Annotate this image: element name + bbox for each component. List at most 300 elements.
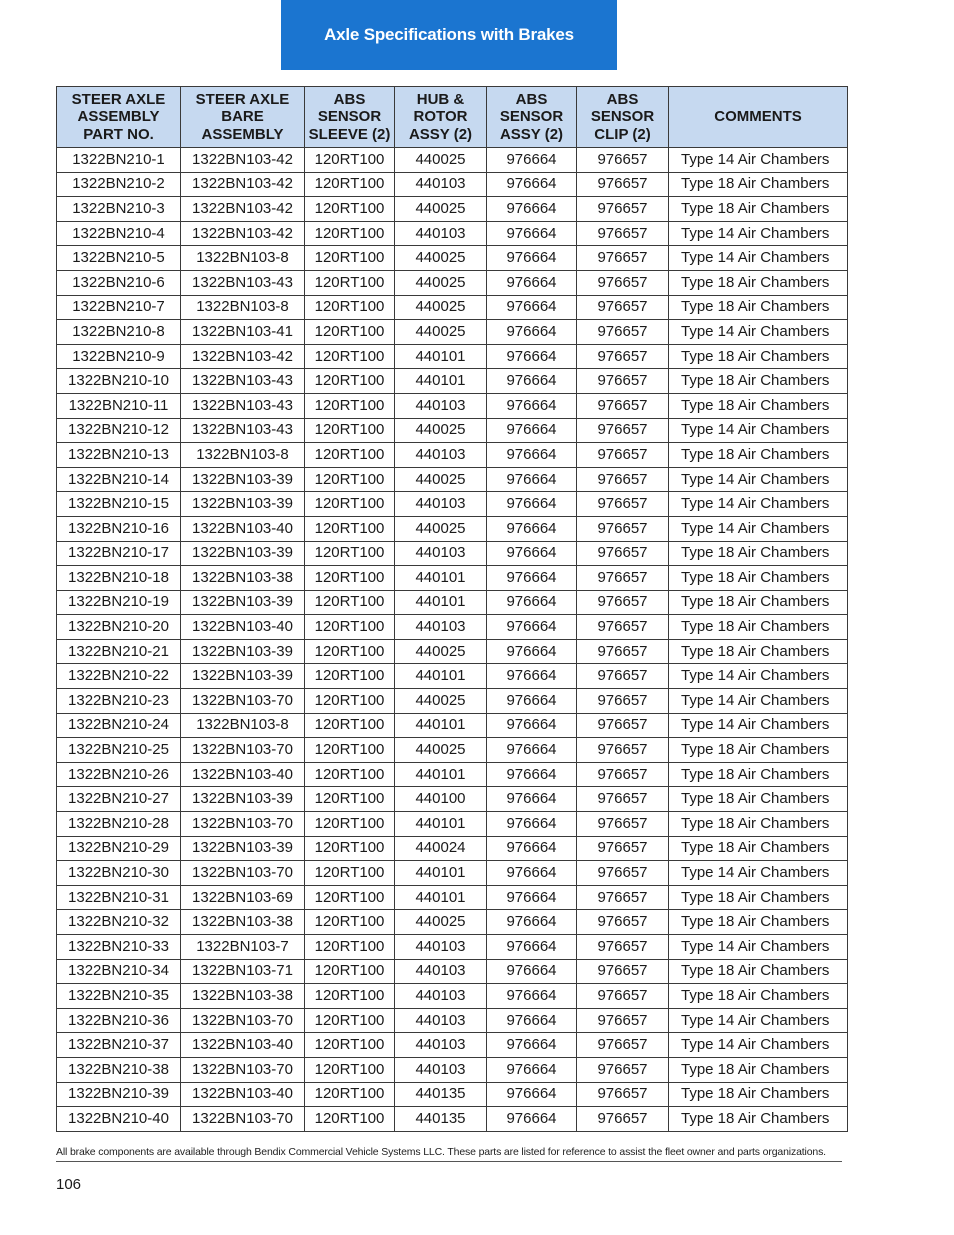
cell-sensor-clip: 976657 [577, 689, 669, 714]
cell-comments: Type 18 Air Chambers [669, 369, 848, 394]
cell-comments: Type 18 Air Chambers [669, 639, 848, 664]
cell-part-no: 1322BN210-36 [57, 1008, 181, 1033]
cell-comments: Type 18 Air Chambers [669, 885, 848, 910]
cell-sensor-assy: 976664 [487, 812, 577, 837]
cell-sensor-sleeve: 120RT100 [305, 787, 395, 812]
cell-comments: Type 18 Air Chambers [669, 615, 848, 640]
cell-sensor-sleeve: 120RT100 [305, 836, 395, 861]
cell-sensor-clip: 976657 [577, 566, 669, 591]
section-title: Axle Specifications with Brakes [324, 25, 574, 44]
cell-hub-rotor: 440025 [395, 197, 487, 222]
table-row [57, 984, 848, 1009]
cell-bare-assembly: 1322BN103-8 [181, 443, 305, 468]
cell-sensor-assy: 976664 [487, 787, 577, 812]
cell-sensor-sleeve: 120RT100 [305, 664, 395, 689]
cell-sensor-sleeve: 120RT100 [305, 762, 395, 787]
cell-hub-rotor: 440025 [395, 639, 487, 664]
cell-comments: Type 18 Air Chambers [669, 738, 848, 763]
cell-hub-rotor: 440024 [395, 836, 487, 861]
cell-comments: Type 14 Air Chambers [669, 713, 848, 738]
cell-sensor-assy: 976664 [487, 148, 577, 173]
cell-hub-rotor: 440103 [395, 541, 487, 566]
table-row [57, 762, 848, 787]
header-bare-assembly: STEER AXLE BARE ASSEMBLY [181, 87, 305, 148]
header-comments: COMMENTS [669, 87, 848, 148]
cell-part-no: 1322BN210-4 [57, 221, 181, 246]
cell-comments: Type 14 Air Chambers [669, 418, 848, 443]
cell-comments: Type 18 Air Chambers [669, 812, 848, 837]
table-row [57, 615, 848, 640]
cell-sensor-clip: 976657 [577, 418, 669, 443]
cell-bare-assembly: 1322BN103-39 [181, 492, 305, 517]
table-row [57, 148, 848, 173]
cell-comments: Type 18 Air Chambers [669, 344, 848, 369]
cell-comments: Type 14 Air Chambers [669, 492, 848, 517]
cell-hub-rotor: 440101 [395, 369, 487, 394]
cell-bare-assembly: 1322BN103-39 [181, 664, 305, 689]
cell-sensor-assy: 976664 [487, 1057, 577, 1082]
cell-part-no: 1322BN210-38 [57, 1057, 181, 1082]
cell-bare-assembly: 1322BN103-40 [181, 516, 305, 541]
cell-part-no: 1322BN210-7 [57, 295, 181, 320]
cell-sensor-assy: 976664 [487, 836, 577, 861]
cell-sensor-clip: 976657 [577, 762, 669, 787]
cell-sensor-sleeve: 120RT100 [305, 713, 395, 738]
cell-hub-rotor: 440101 [395, 664, 487, 689]
cell-comments: Type 18 Air Chambers [669, 984, 848, 1009]
cell-sensor-clip: 976657 [577, 787, 669, 812]
cell-bare-assembly: 1322BN103-38 [181, 984, 305, 1009]
cell-part-no: 1322BN210-20 [57, 615, 181, 640]
table-row [57, 221, 848, 246]
cell-part-no: 1322BN210-35 [57, 984, 181, 1009]
table-row [57, 393, 848, 418]
cell-hub-rotor: 440025 [395, 689, 487, 714]
table-row [57, 492, 848, 517]
table-row [57, 1082, 848, 1107]
cell-sensor-assy: 976664 [487, 959, 577, 984]
cell-sensor-clip: 976657 [577, 197, 669, 222]
cell-sensor-clip: 976657 [577, 959, 669, 984]
cell-comments: Type 18 Air Chambers [669, 1057, 848, 1082]
header-abs-sensor-clip: ABS SENSOR CLIP (2) [577, 87, 669, 148]
cell-hub-rotor: 440101 [395, 590, 487, 615]
cell-part-no: 1322BN210-5 [57, 246, 181, 271]
cell-sensor-sleeve: 120RT100 [305, 418, 395, 443]
cell-bare-assembly: 1322BN103-42 [181, 197, 305, 222]
cell-sensor-clip: 976657 [577, 910, 669, 935]
cell-part-no: 1322BN210-22 [57, 664, 181, 689]
cell-bare-assembly: 1322BN103-43 [181, 270, 305, 295]
cell-sensor-assy: 976664 [487, 492, 577, 517]
cell-hub-rotor: 440025 [395, 910, 487, 935]
cell-hub-rotor: 440103 [395, 984, 487, 1009]
cell-hub-rotor: 440103 [395, 1057, 487, 1082]
cell-sensor-sleeve: 120RT100 [305, 615, 395, 640]
table-row [57, 787, 848, 812]
cell-hub-rotor: 440025 [395, 738, 487, 763]
cell-comments: Type 18 Air Chambers [669, 836, 848, 861]
table-row [57, 1033, 848, 1058]
table-row [57, 418, 848, 443]
header-steer-axle-part-no: STEER AXLE ASSEMBLY PART NO. [57, 87, 181, 148]
cell-sensor-clip: 976657 [577, 615, 669, 640]
cell-sensor-clip: 976657 [577, 393, 669, 418]
cell-sensor-assy: 976664 [487, 885, 577, 910]
cell-sensor-assy: 976664 [487, 713, 577, 738]
cell-sensor-sleeve: 120RT100 [305, 320, 395, 345]
table-row [57, 639, 848, 664]
cell-sensor-clip: 976657 [577, 836, 669, 861]
cell-bare-assembly: 1322BN103-40 [181, 1082, 305, 1107]
cell-sensor-clip: 976657 [577, 148, 669, 173]
cell-comments: Type 14 Air Chambers [669, 1008, 848, 1033]
cell-hub-rotor: 440100 [395, 787, 487, 812]
axle-spec-table [56, 86, 848, 1132]
cell-sensor-sleeve: 120RT100 [305, 1082, 395, 1107]
cell-part-no: 1322BN210-31 [57, 885, 181, 910]
table-row [57, 566, 848, 591]
cell-sensor-assy: 976664 [487, 246, 577, 271]
cell-part-no: 1322BN210-32 [57, 910, 181, 935]
cell-hub-rotor: 440101 [395, 812, 487, 837]
cell-part-no: 1322BN210-27 [57, 787, 181, 812]
cell-bare-assembly: 1322BN103-42 [181, 172, 305, 197]
cell-sensor-sleeve: 120RT100 [305, 1008, 395, 1033]
cell-sensor-assy: 976664 [487, 443, 577, 468]
cell-sensor-sleeve: 120RT100 [305, 270, 395, 295]
cell-bare-assembly: 1322BN103-39 [181, 467, 305, 492]
table-row [57, 1107, 848, 1132]
cell-sensor-assy: 976664 [487, 615, 577, 640]
cell-bare-assembly: 1322BN103-43 [181, 369, 305, 394]
cell-bare-assembly: 1322BN103-70 [181, 812, 305, 837]
cell-sensor-sleeve: 120RT100 [305, 861, 395, 886]
cell-hub-rotor: 440103 [395, 443, 487, 468]
cell-bare-assembly: 1322BN103-8 [181, 713, 305, 738]
cell-sensor-sleeve: 120RT100 [305, 467, 395, 492]
cell-sensor-assy: 976664 [487, 664, 577, 689]
table-row [57, 812, 848, 837]
cell-bare-assembly: 1322BN103-40 [181, 615, 305, 640]
cell-comments: Type 18 Air Chambers [669, 762, 848, 787]
table-row [57, 295, 848, 320]
cell-bare-assembly: 1322BN103-8 [181, 295, 305, 320]
cell-sensor-clip: 976657 [577, 1082, 669, 1107]
table-row [57, 861, 848, 886]
cell-comments: Type 18 Air Chambers [669, 590, 848, 615]
table-row [57, 590, 848, 615]
cell-sensor-sleeve: 120RT100 [305, 443, 395, 468]
cell-hub-rotor: 440103 [395, 393, 487, 418]
cell-sensor-sleeve: 120RT100 [305, 541, 395, 566]
cell-comments: Type 14 Air Chambers [669, 516, 848, 541]
cell-sensor-sleeve: 120RT100 [305, 172, 395, 197]
cell-hub-rotor: 440101 [395, 885, 487, 910]
cell-part-no: 1322BN210-18 [57, 566, 181, 591]
cell-hub-rotor: 440025 [395, 270, 487, 295]
cell-sensor-sleeve: 120RT100 [305, 959, 395, 984]
cell-sensor-clip: 976657 [577, 467, 669, 492]
cell-part-no: 1322BN210-23 [57, 689, 181, 714]
cell-sensor-clip: 976657 [577, 885, 669, 910]
cell-sensor-assy: 976664 [487, 344, 577, 369]
cell-sensor-clip: 976657 [577, 812, 669, 837]
cell-hub-rotor: 440103 [395, 172, 487, 197]
table-row [57, 959, 848, 984]
table-row [57, 885, 848, 910]
cell-bare-assembly: 1322BN103-70 [181, 1008, 305, 1033]
cell-sensor-assy: 976664 [487, 639, 577, 664]
cell-sensor-sleeve: 120RT100 [305, 590, 395, 615]
table-row [57, 344, 848, 369]
cell-sensor-sleeve: 120RT100 [305, 246, 395, 271]
cell-hub-rotor: 440025 [395, 295, 487, 320]
cell-sensor-assy: 976664 [487, 221, 577, 246]
cell-hub-rotor: 440103 [395, 935, 487, 960]
cell-bare-assembly: 1322BN103-39 [181, 787, 305, 812]
cell-sensor-sleeve: 120RT100 [305, 689, 395, 714]
cell-sensor-assy: 976664 [487, 861, 577, 886]
cell-part-no: 1322BN210-34 [57, 959, 181, 984]
cell-part-no: 1322BN210-16 [57, 516, 181, 541]
table-row [57, 1008, 848, 1033]
cell-part-no: 1322BN210-26 [57, 762, 181, 787]
cell-part-no: 1322BN210-13 [57, 443, 181, 468]
cell-bare-assembly: 1322BN103-71 [181, 959, 305, 984]
cell-sensor-assy: 976664 [487, 935, 577, 960]
cell-sensor-assy: 976664 [487, 516, 577, 541]
table-row [57, 172, 848, 197]
cell-sensor-assy: 976664 [487, 910, 577, 935]
cell-bare-assembly: 1322BN103-70 [181, 861, 305, 886]
header-hub-rotor: HUB & ROTOR ASSY (2) [395, 87, 487, 148]
cell-hub-rotor: 440025 [395, 246, 487, 271]
cell-comments: Type 18 Air Chambers [669, 197, 848, 222]
cell-part-no: 1322BN210-29 [57, 836, 181, 861]
cell-part-no: 1322BN210-2 [57, 172, 181, 197]
cell-sensor-assy: 976664 [487, 1082, 577, 1107]
cell-sensor-sleeve: 120RT100 [305, 393, 395, 418]
cell-sensor-assy: 976664 [487, 738, 577, 763]
cell-bare-assembly: 1322BN103-38 [181, 910, 305, 935]
header-abs-sensor-assy: ABS SENSOR ASSY (2) [487, 87, 577, 148]
cell-part-no: 1322BN210-8 [57, 320, 181, 345]
cell-part-no: 1322BN210-14 [57, 467, 181, 492]
cell-sensor-clip: 976657 [577, 738, 669, 763]
cell-bare-assembly: 1322BN103-41 [181, 320, 305, 345]
cell-bare-assembly: 1322BN103-8 [181, 246, 305, 271]
cell-sensor-assy: 976664 [487, 270, 577, 295]
cell-part-no: 1322BN210-37 [57, 1033, 181, 1058]
cell-part-no: 1322BN210-9 [57, 344, 181, 369]
cell-sensor-sleeve: 120RT100 [305, 935, 395, 960]
cell-sensor-assy: 976664 [487, 418, 577, 443]
cell-sensor-assy: 976664 [487, 541, 577, 566]
table-row [57, 369, 848, 394]
cell-hub-rotor: 440103 [395, 221, 487, 246]
cell-comments: Type 18 Air Chambers [669, 959, 848, 984]
cell-sensor-assy: 976664 [487, 984, 577, 1009]
table-row [57, 836, 848, 861]
cell-sensor-assy: 976664 [487, 369, 577, 394]
cell-bare-assembly: 1322BN103-39 [181, 639, 305, 664]
table-row [57, 664, 848, 689]
cell-bare-assembly: 1322BN103-38 [181, 566, 305, 591]
cell-sensor-clip: 976657 [577, 344, 669, 369]
table-row [57, 320, 848, 345]
table-row [57, 246, 848, 271]
cell-sensor-sleeve: 120RT100 [305, 344, 395, 369]
cell-part-no: 1322BN210-33 [57, 935, 181, 960]
page-number: 106 [56, 1176, 82, 1193]
cell-hub-rotor: 440025 [395, 418, 487, 443]
cell-hub-rotor: 440101 [395, 861, 487, 886]
table-row [57, 713, 848, 738]
cell-part-no: 1322BN210-12 [57, 418, 181, 443]
cell-sensor-clip: 976657 [577, 1107, 669, 1132]
cell-comments: Type 14 Air Chambers [669, 1033, 848, 1058]
cell-comments: Type 14 Air Chambers [669, 689, 848, 714]
cell-sensor-clip: 976657 [577, 590, 669, 615]
cell-hub-rotor: 440103 [395, 1033, 487, 1058]
cell-hub-rotor: 440101 [395, 566, 487, 591]
table-row [57, 541, 848, 566]
cell-hub-rotor: 440135 [395, 1107, 487, 1132]
cell-comments: Type 18 Air Chambers [669, 787, 848, 812]
cell-sensor-assy: 976664 [487, 1008, 577, 1033]
cell-sensor-assy: 976664 [487, 1107, 577, 1132]
cell-sensor-clip: 976657 [577, 443, 669, 468]
cell-hub-rotor: 440101 [395, 344, 487, 369]
cell-comments: Type 14 Air Chambers [669, 221, 848, 246]
cell-hub-rotor: 440101 [395, 713, 487, 738]
cell-sensor-assy: 976664 [487, 320, 577, 345]
cell-sensor-clip: 976657 [577, 246, 669, 271]
cell-sensor-clip: 976657 [577, 320, 669, 345]
cell-sensor-sleeve: 120RT100 [305, 639, 395, 664]
cell-part-no: 1322BN210-39 [57, 1082, 181, 1107]
cell-comments: Type 18 Air Chambers [669, 295, 848, 320]
cell-bare-assembly: 1322BN103-43 [181, 418, 305, 443]
cell-sensor-sleeve: 120RT100 [305, 492, 395, 517]
cell-sensor-sleeve: 120RT100 [305, 885, 395, 910]
cell-comments: Type 18 Air Chambers [669, 393, 848, 418]
cell-bare-assembly: 1322BN103-70 [181, 689, 305, 714]
cell-part-no: 1322BN210-1 [57, 148, 181, 173]
cell-sensor-assy: 976664 [487, 172, 577, 197]
table-body [57, 148, 848, 1132]
cell-sensor-sleeve: 120RT100 [305, 566, 395, 591]
cell-hub-rotor: 440101 [395, 762, 487, 787]
cell-comments: Type 14 Air Chambers [669, 148, 848, 173]
cell-bare-assembly: 1322BN103-39 [181, 836, 305, 861]
cell-sensor-clip: 976657 [577, 492, 669, 517]
cell-part-no: 1322BN210-24 [57, 713, 181, 738]
footnote: All brake components are available through Bendix Commercial Vehicle Systems LLC. These parts are listed for reference to assist the fleet owner and parts organizations. [56, 1146, 842, 1162]
cell-part-no: 1322BN210-19 [57, 590, 181, 615]
cell-part-no: 1322BN210-15 [57, 492, 181, 517]
cell-comments: Type 18 Air Chambers [669, 1107, 848, 1132]
cell-sensor-clip: 976657 [577, 1033, 669, 1058]
cell-bare-assembly: 1322BN103-42 [181, 148, 305, 173]
cell-hub-rotor: 440103 [395, 492, 487, 517]
cell-part-no: 1322BN210-21 [57, 639, 181, 664]
cell-sensor-sleeve: 120RT100 [305, 910, 395, 935]
cell-comments: Type 18 Air Chambers [669, 566, 848, 591]
cell-comments: Type 14 Air Chambers [669, 246, 848, 271]
cell-sensor-assy: 976664 [487, 566, 577, 591]
cell-sensor-clip: 976657 [577, 541, 669, 566]
cell-sensor-assy: 976664 [487, 467, 577, 492]
cell-sensor-sleeve: 120RT100 [305, 369, 395, 394]
cell-sensor-clip: 976657 [577, 1008, 669, 1033]
table-row [57, 738, 848, 763]
cell-bare-assembly: 1322BN103-39 [181, 541, 305, 566]
cell-hub-rotor: 440103 [395, 959, 487, 984]
cell-comments: Type 14 Air Chambers [669, 664, 848, 689]
cell-bare-assembly: 1322BN103-69 [181, 885, 305, 910]
cell-sensor-clip: 976657 [577, 516, 669, 541]
cell-sensor-clip: 976657 [577, 861, 669, 886]
cell-bare-assembly: 1322BN103-70 [181, 1107, 305, 1132]
cell-part-no: 1322BN210-25 [57, 738, 181, 763]
cell-hub-rotor: 440025 [395, 320, 487, 345]
cell-sensor-assy: 976664 [487, 762, 577, 787]
cell-comments: Type 14 Air Chambers [669, 861, 848, 886]
cell-comments: Type 14 Air Chambers [669, 320, 848, 345]
cell-bare-assembly: 1322BN103-42 [181, 221, 305, 246]
cell-comments: Type 18 Air Chambers [669, 270, 848, 295]
cell-sensor-clip: 976657 [577, 1057, 669, 1082]
table-row [57, 689, 848, 714]
cell-sensor-clip: 976657 [577, 984, 669, 1009]
cell-part-no: 1322BN210-28 [57, 812, 181, 837]
cell-comments: Type 14 Air Chambers [669, 467, 848, 492]
cell-bare-assembly: 1322BN103-70 [181, 738, 305, 763]
cell-sensor-clip: 976657 [577, 369, 669, 394]
cell-comments: Type 18 Air Chambers [669, 910, 848, 935]
cell-sensor-sleeve: 120RT100 [305, 984, 395, 1009]
cell-comments: Type 18 Air Chambers [669, 172, 848, 197]
cell-sensor-clip: 976657 [577, 664, 669, 689]
cell-part-no: 1322BN210-6 [57, 270, 181, 295]
cell-hub-rotor: 440135 [395, 1082, 487, 1107]
cell-sensor-assy: 976664 [487, 393, 577, 418]
cell-part-no: 1322BN210-17 [57, 541, 181, 566]
cell-bare-assembly: 1322BN103-42 [181, 344, 305, 369]
cell-bare-assembly: 1322BN103-43 [181, 393, 305, 418]
cell-sensor-clip: 976657 [577, 270, 669, 295]
cell-sensor-sleeve: 120RT100 [305, 221, 395, 246]
table-row [57, 910, 848, 935]
cell-hub-rotor: 440025 [395, 467, 487, 492]
cell-sensor-sleeve: 120RT100 [305, 148, 395, 173]
cell-comments: Type 18 Air Chambers [669, 443, 848, 468]
cell-sensor-assy: 976664 [487, 197, 577, 222]
table-row [57, 197, 848, 222]
cell-part-no: 1322BN210-30 [57, 861, 181, 886]
cell-sensor-sleeve: 120RT100 [305, 295, 395, 320]
cell-sensor-sleeve: 120RT100 [305, 516, 395, 541]
cell-comments: Type 18 Air Chambers [669, 541, 848, 566]
cell-sensor-clip: 976657 [577, 172, 669, 197]
cell-sensor-sleeve: 120RT100 [305, 1107, 395, 1132]
cell-bare-assembly: 1322BN103-40 [181, 1033, 305, 1058]
cell-part-no: 1322BN210-10 [57, 369, 181, 394]
header-abs-sensor-sleeve: ABS SENSOR SLEEVE (2) [305, 87, 395, 148]
cell-sensor-assy: 976664 [487, 590, 577, 615]
